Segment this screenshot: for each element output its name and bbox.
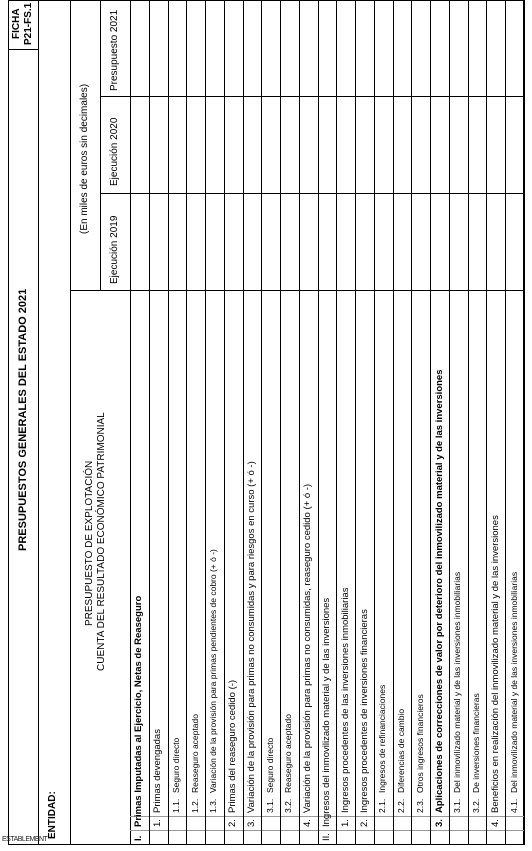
entidad-label: ENTIDAD: — [47, 791, 58, 839]
row-label: Reaseguro aceptado — [189, 714, 200, 793]
value-cell-2020 — [186, 97, 205, 194]
row-number: 1. — [339, 819, 351, 827]
row-number: 4. — [302, 819, 314, 827]
value-cell-2020 — [130, 97, 149, 194]
value-cell-2020 — [149, 97, 168, 194]
value-cell-2020 — [224, 97, 243, 194]
value-cell-2020 — [261, 97, 280, 194]
value-cell-2020 — [449, 97, 468, 194]
value-cell-2021 — [374, 0, 393, 97]
value-cell-2021 — [430, 0, 449, 97]
ficha-label: FICHA — [11, 8, 22, 39]
row-number: 3. — [433, 819, 445, 827]
value-cell-2020 — [411, 97, 430, 194]
col-header-2020: Ejecución 2020 — [109, 117, 120, 186]
value-cell-2020 — [168, 97, 187, 194]
row-label: Aplicaciones de correcciones de valor por deterioro del inmovilizado material y de las inversiones — [433, 369, 445, 813]
row-number: 3.1. — [264, 798, 275, 813]
value-cell-2020 — [393, 97, 412, 194]
value-cell-2020 — [486, 97, 505, 194]
value-cell-2020 — [299, 97, 318, 194]
value-cell-2019 — [393, 194, 412, 291]
row-number: 3.2. — [471, 798, 482, 813]
value-cell-2021 — [468, 0, 487, 97]
value-cell-2019 — [243, 194, 262, 291]
value-cell-2019 — [505, 194, 524, 291]
row-divider — [524, 0, 525, 845]
value-cell-2020 — [355, 97, 374, 194]
value-cell-2021 — [261, 0, 280, 97]
value-cell-2021 — [393, 0, 412, 97]
row-number: 3.2. — [283, 798, 294, 813]
value-cell-2019 — [149, 194, 168, 291]
value-cell-2021 — [186, 0, 205, 97]
value-cell-2019 — [186, 194, 205, 291]
value-cell-2019 — [486, 194, 505, 291]
value-cell-2021 — [505, 0, 524, 97]
row-label: Primas Imputadas al Ejercicio, Netas de Reaseguro — [133, 595, 145, 827]
row-number: 2. — [358, 819, 370, 827]
row-label: Primas del reaseguro cedido (-) — [227, 679, 239, 813]
scan-edge-mark: ESTABLEMENT — [2, 836, 48, 843]
row-number: 4. — [489, 819, 501, 827]
value-cell-2020 — [243, 97, 262, 194]
subtitle-explotacion: PRESUPUESTO DE EXPLOTACIÓN — [84, 460, 95, 626]
subtitle-resultado: CUENTA DEL RESULTADO ECONÓMICO PATRIMONIAL — [96, 412, 107, 671]
row-label: Otros ingresos financieros — [414, 694, 425, 793]
row-number: 3. — [245, 819, 257, 827]
row-label: Diferencias de cambio — [396, 708, 407, 793]
row-label: De inversiones financieras — [471, 693, 482, 793]
value-cell-2021 — [486, 0, 505, 97]
value-cell-2021 — [168, 0, 187, 97]
row-number: II. — [321, 833, 332, 841]
row-number: 4.1. — [508, 798, 519, 813]
value-cell-2020 — [468, 97, 487, 194]
row-label: Ingresos de refinanciaciones — [377, 684, 388, 793]
value-cell-2021 — [411, 0, 430, 97]
value-cell-2020 — [430, 97, 449, 194]
value-cell-2021 — [355, 0, 374, 97]
units-note: (En miles de euros sin decimales) — [79, 83, 90, 234]
value-cell-2021 — [205, 0, 224, 97]
value-cell-2019 — [411, 194, 430, 291]
row-label: Variación de la provisión para primas no consumidas, reaseguro cedido (+ ó -) — [302, 483, 314, 813]
value-cell-2019 — [374, 194, 393, 291]
value-cell-2021 — [336, 0, 355, 97]
value-cell-2021 — [280, 0, 299, 97]
units-divider — [100, 0, 101, 291]
value-cell-2020 — [374, 97, 393, 194]
row-number: 2.2. — [396, 798, 407, 813]
value-cell-2021 — [224, 0, 243, 97]
row-number: 1.1. — [170, 798, 181, 813]
value-cell-2020 — [505, 97, 524, 194]
value-cell-2021 — [299, 0, 318, 97]
value-cell-2020 — [318, 97, 337, 194]
form-title: PRESUPUESTOS GENERALES DEL ESTADO 2021 — [17, 288, 29, 551]
row-number: 2.3. — [414, 798, 425, 813]
row-label: Seguro directo — [170, 737, 181, 793]
value-cell-2021 — [243, 0, 262, 97]
row-label: Variación de la provisión para primas no consumidas y para riesgos en curso (+ ó -) — [245, 461, 257, 813]
row-label: Del inmovilizado material y de las inversiones inmobiliarias — [452, 571, 463, 793]
value-cell-2021 — [449, 0, 468, 97]
row-label: Seguro directo — [264, 737, 275, 793]
value-cell-2019 — [205, 194, 224, 291]
row-label: Variación de la provisión para primas pendientes de cobro (+ ó -) — [208, 549, 219, 793]
row-number: 3.1. — [452, 798, 463, 813]
row-number: I. — [133, 835, 145, 841]
row-label: Beneficios en realización del inmovilizado material y de las inversiones — [489, 515, 501, 813]
value-cell-2019 — [130, 194, 149, 291]
value-cell-2019 — [336, 194, 355, 291]
indent-guide-1 — [130, 830, 524, 831]
title-divider — [38, 0, 39, 845]
row-label: Del inmovilizado material y de las inversiones inmobiliarias — [508, 571, 519, 793]
col-header-2021: Presupuesto 2021 — [109, 9, 120, 91]
value-cell-2021 — [318, 0, 337, 97]
row-label: Ingresos del inmovilizado material y de las inversiones — [321, 597, 332, 827]
value-cell-2019 — [299, 194, 318, 291]
ficha-divider — [8, 49, 38, 50]
value-cell-2019 — [449, 194, 468, 291]
row-label: Ingresos procedentes de las inversiones inmobiliarias — [339, 587, 351, 813]
value-cell-2021 — [130, 0, 149, 97]
value-cell-2019 — [430, 194, 449, 291]
col-header-2019: Ejecución 2019 — [109, 215, 120, 284]
row-number: 1.2. — [189, 798, 200, 813]
value-cell-2019 — [168, 194, 187, 291]
row-number: 1.3. — [208, 798, 219, 813]
row-number: 1. — [152, 819, 164, 827]
value-cell-2020 — [280, 97, 299, 194]
row-number: 2. — [227, 819, 239, 827]
value-cell-2019 — [355, 194, 374, 291]
value-cell-2019 — [224, 194, 243, 291]
ficha-code: P21-FS.1 — [23, 2, 34, 45]
row-label: Ingresos procedentes de inversiones financieras — [358, 609, 370, 813]
value-cell-2020 — [336, 97, 355, 194]
row-label: Reaseguro aceptado — [283, 714, 294, 793]
table-top-line — [70, 0, 71, 845]
row-number: 2.1. — [377, 798, 388, 813]
value-cell-2021 — [149, 0, 168, 97]
value-cell-2019 — [468, 194, 487, 291]
value-cell-2019 — [261, 194, 280, 291]
value-cell-2019 — [318, 194, 337, 291]
row-label: Primas devengadas — [152, 729, 164, 813]
value-cell-2019 — [280, 194, 299, 291]
value-cell-2020 — [205, 97, 224, 194]
